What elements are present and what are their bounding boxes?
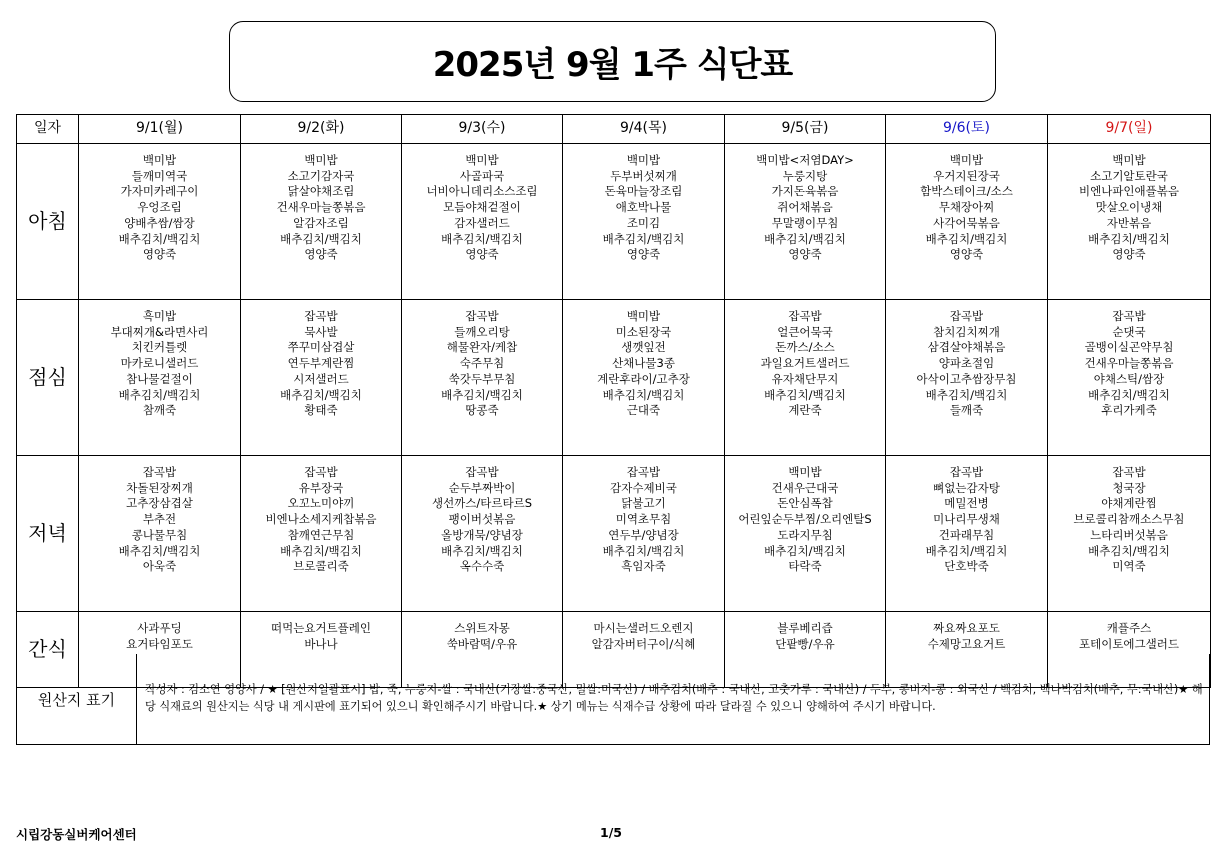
menu-item: 짜요짜요포도 — [933, 621, 1000, 635]
meal-cell — [402, 144, 563, 300]
meal-cell — [725, 300, 886, 456]
menu-item: 영양죽 — [949, 247, 984, 262]
menu-item: 흑임자죽 — [621, 559, 666, 574]
menu-item: 소고기알토란국 — [1090, 168, 1168, 183]
row-label-breakfast: 아침 — [17, 144, 79, 300]
menu-item: 배추김치/백김치 — [280, 231, 362, 246]
meal-cell — [563, 144, 725, 300]
menu-item: 배추김치/백김치 — [764, 543, 846, 558]
menu-item: 참나물겉절이 — [126, 371, 193, 386]
menu-item: 쥐어채볶음 — [777, 200, 833, 215]
meal-cell — [1048, 144, 1211, 300]
menu-item: 올방개묵/양념장 — [441, 527, 523, 542]
menu-item: 돈안심폭찹 — [777, 496, 833, 511]
menu-item: 닭불고기 — [621, 496, 666, 511]
menu-item: 비엔나파인애플볶음 — [1079, 184, 1179, 199]
meal-cell — [1048, 456, 1211, 612]
menu-item: 배추김치/백김치 — [280, 543, 362, 558]
menu-item: 참깨연근무침 — [287, 527, 355, 542]
menu-item: 영양죽 — [626, 247, 661, 262]
menu-item: 수제망고요거트 — [927, 636, 1006, 651]
menu-item: 맛살오이냉채 — [1095, 200, 1163, 215]
menu-item: 마시는샐러드오렌지 — [593, 621, 694, 635]
meal-cell — [563, 456, 725, 612]
menu-item: 포테이토에그샐러드 — [1079, 636, 1179, 651]
footer-organization: 시립강동실버케어센터 — [16, 827, 137, 842]
meal-cell — [402, 456, 563, 612]
menu-item: 알감자버터구이/식혜 — [591, 636, 696, 651]
day-header-saturday: 9/6(토) — [886, 115, 1048, 144]
menu-item: 시저샐러드 — [293, 371, 349, 386]
meal-cell — [725, 144, 886, 300]
lunch-row — [17, 300, 1211, 456]
meal-cell — [241, 456, 402, 612]
menu-item: 후리가케죽 — [1101, 403, 1157, 418]
menu-item: 알감자조림 — [293, 215, 349, 230]
menu-item: 배추김치/백김치 — [602, 543, 685, 558]
menu-item: 무채장아찌 — [938, 200, 995, 215]
menu-item: 흑미밥 — [142, 309, 177, 323]
menu-item: 가지돈육볶음 — [771, 184, 839, 199]
origin-notice — [16, 654, 1210, 745]
menu-item: 감자샐러드 — [454, 215, 510, 230]
menu-item: 건새우마늘쫑볶음 — [1084, 356, 1174, 371]
menu-item: 배추김치/백김치 — [441, 231, 523, 246]
menu-item: 팽이버섯볶음 — [448, 512, 516, 527]
menu-item: 돈까스/소스 — [775, 340, 835, 355]
menu-item: 잡곡밥 — [465, 309, 499, 323]
menu-item: 가자미카레구이 — [120, 184, 199, 199]
menu-item: 메밀전병 — [944, 496, 989, 511]
meal-cell — [402, 300, 563, 456]
menu-item: 잡곡밥 — [626, 465, 661, 479]
menu-item: 유자채단무지 — [771, 371, 839, 386]
menu-item: 백미밥<저염DAY> — [756, 153, 854, 167]
menu-item: 계란죽 — [788, 403, 822, 418]
day-header: 9/2(화) — [241, 115, 402, 144]
menu-item: 백미밥 — [626, 309, 661, 323]
menu-item: 캐플주스 — [1106, 621, 1152, 635]
menu-item: 부대찌개&라면사리 — [110, 324, 209, 339]
header-row — [17, 115, 1211, 144]
menu-item: 건새우근대국 — [771, 480, 839, 495]
menu-item: 산채나물3종 — [612, 356, 675, 371]
menu-item: 순댓국 — [1112, 324, 1146, 339]
menu-item: 잡곡밥 — [788, 309, 822, 323]
menu-item: 사각어묵볶음 — [933, 215, 1000, 230]
menu-item: 브로콜리참깨소스무침 — [1073, 512, 1185, 527]
menu-item: 생깻잎전 — [621, 340, 666, 355]
menu-item: 배추김치/백김치 — [118, 543, 201, 558]
meal-cell — [79, 456, 241, 612]
menu-item: 배추김치/백김치 — [1088, 231, 1170, 246]
meal-cell — [886, 300, 1048, 456]
menu-item: 영양죽 — [304, 247, 338, 262]
meal-cell — [886, 456, 1048, 612]
menu-item: 건새우마늘쫑볶음 — [276, 200, 366, 215]
menu-item: 들깨죽 — [949, 403, 984, 418]
menu-item: 청국장 — [1112, 480, 1146, 495]
menu-item: 아삭이고추쌈장무침 — [916, 371, 1017, 386]
menu-item: 묵사발 — [304, 324, 338, 339]
menu-item: 골뱅이실곤약무침 — [1084, 340, 1174, 355]
menu-item: 배추김치/백김치 — [441, 543, 523, 558]
menu-item: 들깨미역국 — [131, 168, 188, 183]
menu-item: 미역죽 — [1112, 559, 1146, 574]
day-header: 9/1(월) — [79, 115, 241, 144]
menu-item: 배추김치/백김치 — [602, 231, 685, 246]
menu-item: 잡곡밥 — [949, 309, 984, 323]
menu-item: 백미밥 — [142, 153, 177, 167]
title-box — [229, 21, 996, 102]
menu-item: 연두부/양념장 — [608, 527, 679, 542]
menu-item: 배추김치/백김치 — [925, 543, 1008, 558]
menu-item: 뼈없는감자탕 — [933, 480, 1000, 495]
menu-item: 요거타임포도 — [126, 636, 193, 651]
menu-item: 오꼬노미야끼 — [287, 496, 355, 511]
day-header: 9/4(목) — [563, 115, 725, 144]
menu-item: 땅콩죽 — [465, 403, 499, 418]
menu-item: 과일요거트샐러드 — [760, 356, 850, 371]
menu-item: 잡곡밥 — [304, 309, 338, 323]
menu-item: 배추김치/백김치 — [118, 387, 201, 402]
menu-item: 해물완자/케찹 — [446, 340, 518, 355]
menu-item: 떠먹는요거트플레인 — [271, 621, 371, 635]
menu-item: 양배추쌈/쌈장 — [124, 215, 195, 230]
menu-item: 어린잎순두부찜/오리엔탈S — [738, 512, 872, 527]
menu-item: 함박스테이크/소스 — [920, 184, 1013, 199]
menu-item: 바나나 — [304, 636, 338, 651]
row-label-lunch: 점심 — [17, 300, 79, 456]
menu-item: 영양죽 — [142, 247, 177, 262]
menu-item: 아욱죽 — [142, 559, 177, 574]
menu-item: 단호박죽 — [944, 559, 989, 574]
menu-item: 배추김치/백김치 — [764, 231, 846, 246]
page-title: 2025년 9월 1주 식단표 — [432, 45, 793, 85]
menu-item: 배추김치/백김치 — [602, 387, 685, 402]
menu-item: 사골파국 — [459, 168, 505, 183]
menu-item: 계란후라이/고추장 — [597, 371, 690, 386]
menu-item: 우거지된장국 — [933, 168, 1000, 183]
menu-item: 미나리무생채 — [933, 512, 1000, 527]
menu-item: 차돌된장찌개 — [126, 480, 193, 495]
menu-item: 배추김치/백김치 — [118, 231, 201, 246]
breakfast-row — [17, 144, 1211, 300]
menu-item: 블루베리즙 — [777, 621, 833, 635]
menu-item: 콩나물무침 — [131, 527, 188, 542]
menu-item: 생선까스/타르타르S — [431, 496, 533, 511]
menu-item: 야채계란찜 — [1101, 496, 1157, 511]
menu-item: 황태죽 — [304, 403, 338, 418]
menu-item: 비엔나소세지케찹볶음 — [265, 512, 377, 527]
menu-item: 옥수수죽 — [459, 559, 505, 574]
origin-label: 원산지 표기 — [17, 654, 137, 744]
menu-item: 배추김치/백김치 — [441, 387, 523, 402]
menu-item: 느타리버섯볶음 — [1090, 527, 1168, 542]
origin-text: 작성자 : 김소연 영양사 / ★ [원산지일괄표시] 밥, 죽, 누룽지-쌀 : 국내산(기장쌀:중국산, 밀쌀:미국산) / 배추김치(배추 : 국내산, 고춧가루 : 국내산) / 두부, 콩비지-콩 : 외국산 / 백김치, 백나박김치(배추, 무:국내산)★ 해당 식재료의 원산지는 식당 내 게시판에 표기되어 있으니 확인해주시기 바랍니다.★ 상기 메뉴는 식재수급 상황에 따라 달라질 수 있으니 양해하여 주시기 바랍니다. — [145, 683, 1203, 713]
menu-item: 참치김치찌개 — [933, 324, 1000, 339]
dinner-row — [17, 456, 1211, 612]
menu-item: 타락죽 — [788, 559, 822, 574]
day-header: 9/5(금) — [725, 115, 886, 144]
page-number: 1/5 — [600, 825, 622, 840]
menu-item: 백미밥 — [465, 153, 499, 167]
menu-item: 애호박나물 — [615, 200, 672, 215]
menu-item: 너비아니데리소스조림 — [426, 184, 538, 199]
meal-cell — [241, 144, 402, 300]
menu-item: 잡곡밥 — [949, 465, 984, 479]
menu-item: 연두부계란찜 — [287, 356, 355, 371]
menu-item: 부추전 — [142, 512, 177, 527]
menu-item: 백미밥 — [1112, 153, 1146, 167]
menu-item: 유부장국 — [298, 480, 344, 495]
menu-item: 숙주무침 — [459, 356, 505, 371]
menu-item: 배추김치/백김치 — [1088, 387, 1170, 402]
menu-item: 쑥갓두부무침 — [448, 371, 516, 386]
menu-item: 백미밥 — [626, 153, 661, 167]
menu-item: 영양죽 — [465, 247, 499, 262]
menu-item: 치킨커틀렛 — [131, 340, 188, 355]
menu-item: 배추김치/백김치 — [925, 387, 1008, 402]
menu-item: 들깨오리탕 — [454, 324, 510, 339]
meal-cell — [241, 300, 402, 456]
menu-item: 잡곡밥 — [142, 465, 177, 479]
menu-item: 배추김치/백김치 — [925, 231, 1008, 246]
menu-item: 잡곡밥 — [304, 465, 338, 479]
menu-item: 고추장삼겹살 — [126, 496, 193, 511]
menu-item: 누룽지탕 — [782, 168, 828, 183]
menu-item: 스위트자몽 — [454, 621, 510, 635]
menu-item: 사과푸딩 — [137, 621, 182, 635]
row-label-snack: 간식 — [17, 612, 79, 688]
menu-item: 브로콜리죽 — [293, 559, 349, 574]
menu-item: 미소된장국 — [615, 324, 672, 339]
menu-item: 근대죽 — [626, 403, 661, 418]
menu-item: 돈육마늘장조림 — [604, 184, 683, 199]
meal-table — [16, 114, 1211, 688]
menu-item: 미역초무침 — [615, 512, 672, 527]
menu-item: 닭살야채조림 — [287, 184, 355, 199]
menu-item: 배추김치/백김치 — [280, 387, 362, 402]
meal-cell — [79, 144, 241, 300]
menu-item: 두부버섯찌개 — [610, 168, 677, 183]
row-label-dinner: 저녁 — [17, 456, 79, 612]
menu-item: 잡곡밥 — [1112, 465, 1146, 479]
menu-item: 백미밥 — [788, 465, 822, 479]
menu-item: 쑥바람떡/우유 — [446, 636, 518, 651]
menu-item: 우엉조림 — [137, 200, 182, 215]
meal-cell — [563, 300, 725, 456]
menu-item: 참깨죽 — [142, 403, 177, 418]
menu-item: 도라지무침 — [777, 527, 833, 542]
menu-item: 잡곡밥 — [1112, 309, 1146, 323]
meal-cell — [886, 144, 1048, 300]
menu-item: 백미밥 — [304, 153, 338, 167]
menu-item: 자반볶음 — [1106, 215, 1152, 230]
meal-cell — [79, 300, 241, 456]
menu-item: 쭈꾸미삼겹살 — [287, 340, 355, 355]
menu-item: 소고기감자국 — [287, 168, 355, 183]
menu-item: 순두부짜박이 — [448, 480, 516, 495]
menu-item: 모듬야채겉절이 — [443, 200, 521, 215]
date-label: 일자 — [17, 115, 79, 144]
menu-item: 야채스틱/쌈장 — [1093, 371, 1165, 386]
menu-item: 얼큰어묵국 — [777, 324, 833, 339]
menu-item: 영양죽 — [1112, 247, 1146, 262]
menu-item: 조미김 — [626, 215, 661, 230]
menu-item: 백미밥 — [949, 153, 984, 167]
day-header: 9/3(수) — [402, 115, 563, 144]
menu-item: 배추김치/백김치 — [764, 387, 846, 402]
menu-item: 잡곡밥 — [465, 465, 499, 479]
menu-item: 감자수제비국 — [610, 480, 677, 495]
day-header-sunday: 9/7(일) — [1048, 115, 1211, 144]
menu-item: 건파래무침 — [938, 527, 995, 542]
menu-item: 영양죽 — [788, 247, 822, 262]
menu-item: 양파초절임 — [938, 356, 995, 371]
menu-item: 단팥빵/우유 — [775, 636, 835, 651]
meal-cell — [725, 456, 886, 612]
menu-item: 무말랭이무침 — [771, 215, 839, 230]
menu-item: 삼겹살야채볶음 — [927, 340, 1006, 355]
meal-cell — [1048, 300, 1211, 456]
menu-item: 마카로니샐러드 — [120, 356, 199, 371]
menu-item: 배추김치/백김치 — [1088, 543, 1170, 558]
